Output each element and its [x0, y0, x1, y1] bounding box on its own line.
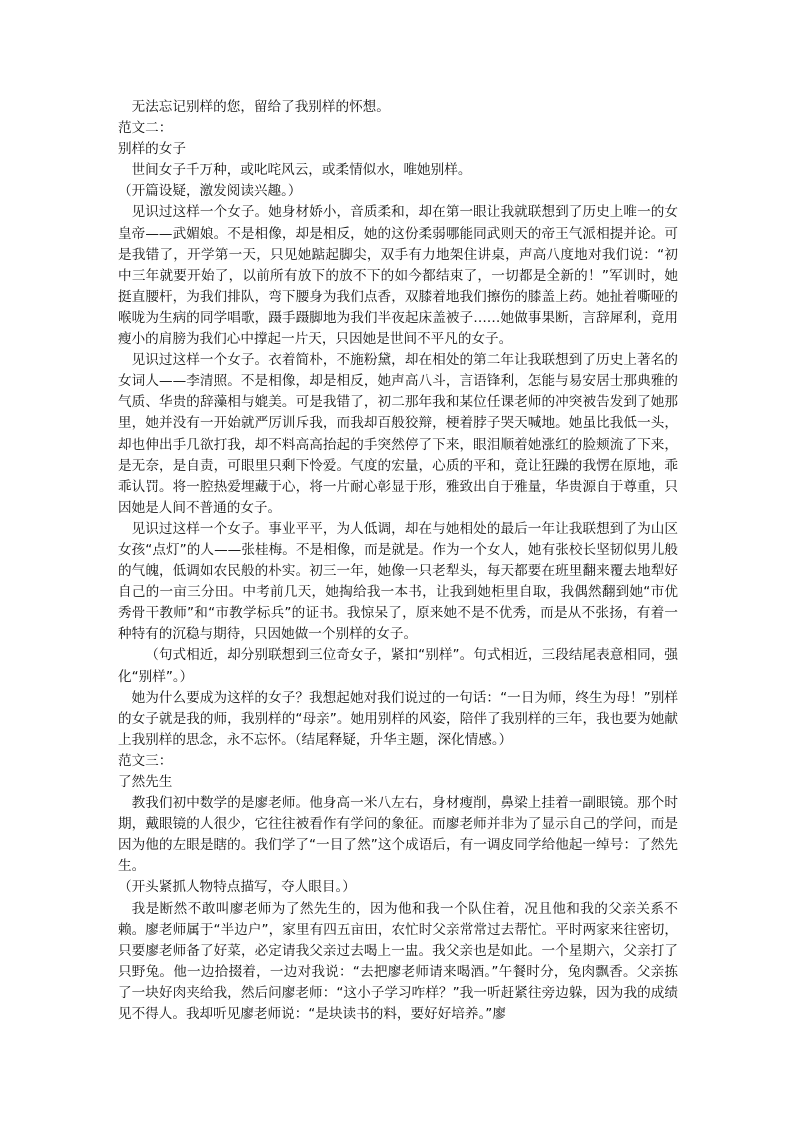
body-paragraph: 见识过这样一个女子。衣着简朴，不施粉黛，却在相处的第二年让我联想到了历史上著名的女词人——李清照。不是相像，却是相反，她声高八斗，言语锋利，怎能与易安居士那典雅的气质、华贵的辞藻相与媲美。可是我错了，初二那年我和某位任课老师的冲突被告发到了她那里，她并没有一开始就严厉训斥我，而我却百般狡辩，梗着脖子哭天喊地。她虽比我低一头，却也伸出手几欲打我，却不料高高抬起的手突然停了下来，眼泪顺着她涨红的脸颊流了下来，是无奈，是自责，可眼里只剩下怜爱。气度的宏量，心质的平和，竟让狂躁的我愣在原地，乖乖认罚。将一腔热爱埋藏于心，将一片耐心彰显于形，雅致出自于雅量，华贵源自于尊重，只因她是人间不普通的女子。	[118, 352, 678, 516]
body-paragraph: 见识过这样一个女子。她身材娇小，音质柔和，却在第一眼让我就联想到了历史上唯一的女皇帝——武媚娘。不是相像，却是相反，她的这份柔弱哪能同武则天的帝王气派相提并论。可是我错了，开学第一天，只见她踮起脚尖，双手有力地架住讲桌，声高八度地对我们说：“初中三年就要开始了，以前所有放下的放不下的如今都结束了，一切都是全新的！”军训时，她挺直腰杆，为我们排队，弯下腰身为我们点香，双膝着地我们擦伤的膝盖上药。她扯着嘶哑的喉咙为生病的同学唱歌，蹑手蹑脚地为我们半夜起床盖被子……她做事果断，言辞犀利，竟用瘦小的肩膀为我们心中撑起一片天，只因她是世间不平凡的女子。	[118, 204, 678, 348]
annotation: （开篇设疑，激发阅读兴趣。）	[118, 183, 302, 200]
section-label-fanwen-2: 范文二：	[118, 120, 173, 137]
body-paragraph: 教我们初中数学的是廖老师。他身高一米八左右，身材瘦削，鼻梁上挂着一副眼镜。那个时期，戴眼镜的人很少，它往往被看作有学问的象征。而廖老师并非为了显示自己的学问，而是因为他的左眼是瞎的。我们学了“一目了然”这个成语后，有一调皮同学给他起一绰号：了然先生。	[118, 795, 678, 875]
body-paragraph: 见识过这样一个女子。事业平平，为人低调，却在与她相处的最后一年让我联想到了为山区女孩“点灯”的人——张桂梅。不是相像，而是就是。作为一个女人，她有张校长坚韧似男儿般的气魄，低调如农民般的朴实。初三一年，她像一只老犁头，每天都要在班里翻来覆去地犁好自己的一亩三分田。中考前几天，她掏给我一本书，让我到她柜里自取，我偶然翻到她“市优秀骨干教师”和“市教学标兵”的证书。我惊呆了，原来她不是不优秀，而是从不张扬，有着一种特有的沉稳与期待，只因她做一个别样的女子。	[118, 520, 678, 643]
section-label-fanwen-3: 范文三：	[118, 752, 173, 769]
body-paragraph: 她为什么要成为这样的女子？我想起她对我们说过的一句话：“一日为师，终生为母！”别样的女子就是我的师，我别样的“母亲”。她用别样的风姿，陪伴了我别样的三年，我也要为她献上我别样的思念，永不忘怀。（结尾释疑，升华主题，深化情感。）	[118, 689, 678, 748]
essay-title-1: 别样的女子	[118, 141, 186, 158]
annotation: （句式相近，却分别联想到三位奇女子，紧扣“别样”。句式相近，三段结尾表意相同，强化“别样”。）	[118, 647, 678, 685]
annotation: （开头紧抓人物特点描写，夺人眼目。）	[118, 879, 356, 896]
closing-line: 无法忘记别样的您，留给了我别样的怀想。	[131, 99, 390, 115]
essay-opening: 世间女子千万种，或叱咤风云，或柔情似水，唯她别样。	[131, 162, 472, 179]
essay-title-2: 了然先生	[118, 774, 173, 790]
document-page	[118, 97, 678, 1025]
body-paragraph: 我是断然不敢叫廖老师为了然先生的，因为他和我一个队住着，况且他和我的父亲关系不赖。廖老师属于“半边户”，家里有四五亩田，农忙时父亲常常过去帮忙。平时两家来往密切，只要廖老师备了好菜，必定请我父亲过去喝上一盅。我父亲也是如此。一个星期六，父亲打了只野兔。他一边拾掇着，一边对我说：“去把廖老师请来喝酒。”午餐时分，兔肉飘香。父亲拣了一块好肉夹给我，然后问廖老师：“这小子学习咋样？”我一听赶紧往旁边躲，因为我的成绩见不得人。我却听见廖老师说：“是块读书的料，要好好培养。”廖	[118, 900, 678, 1023]
